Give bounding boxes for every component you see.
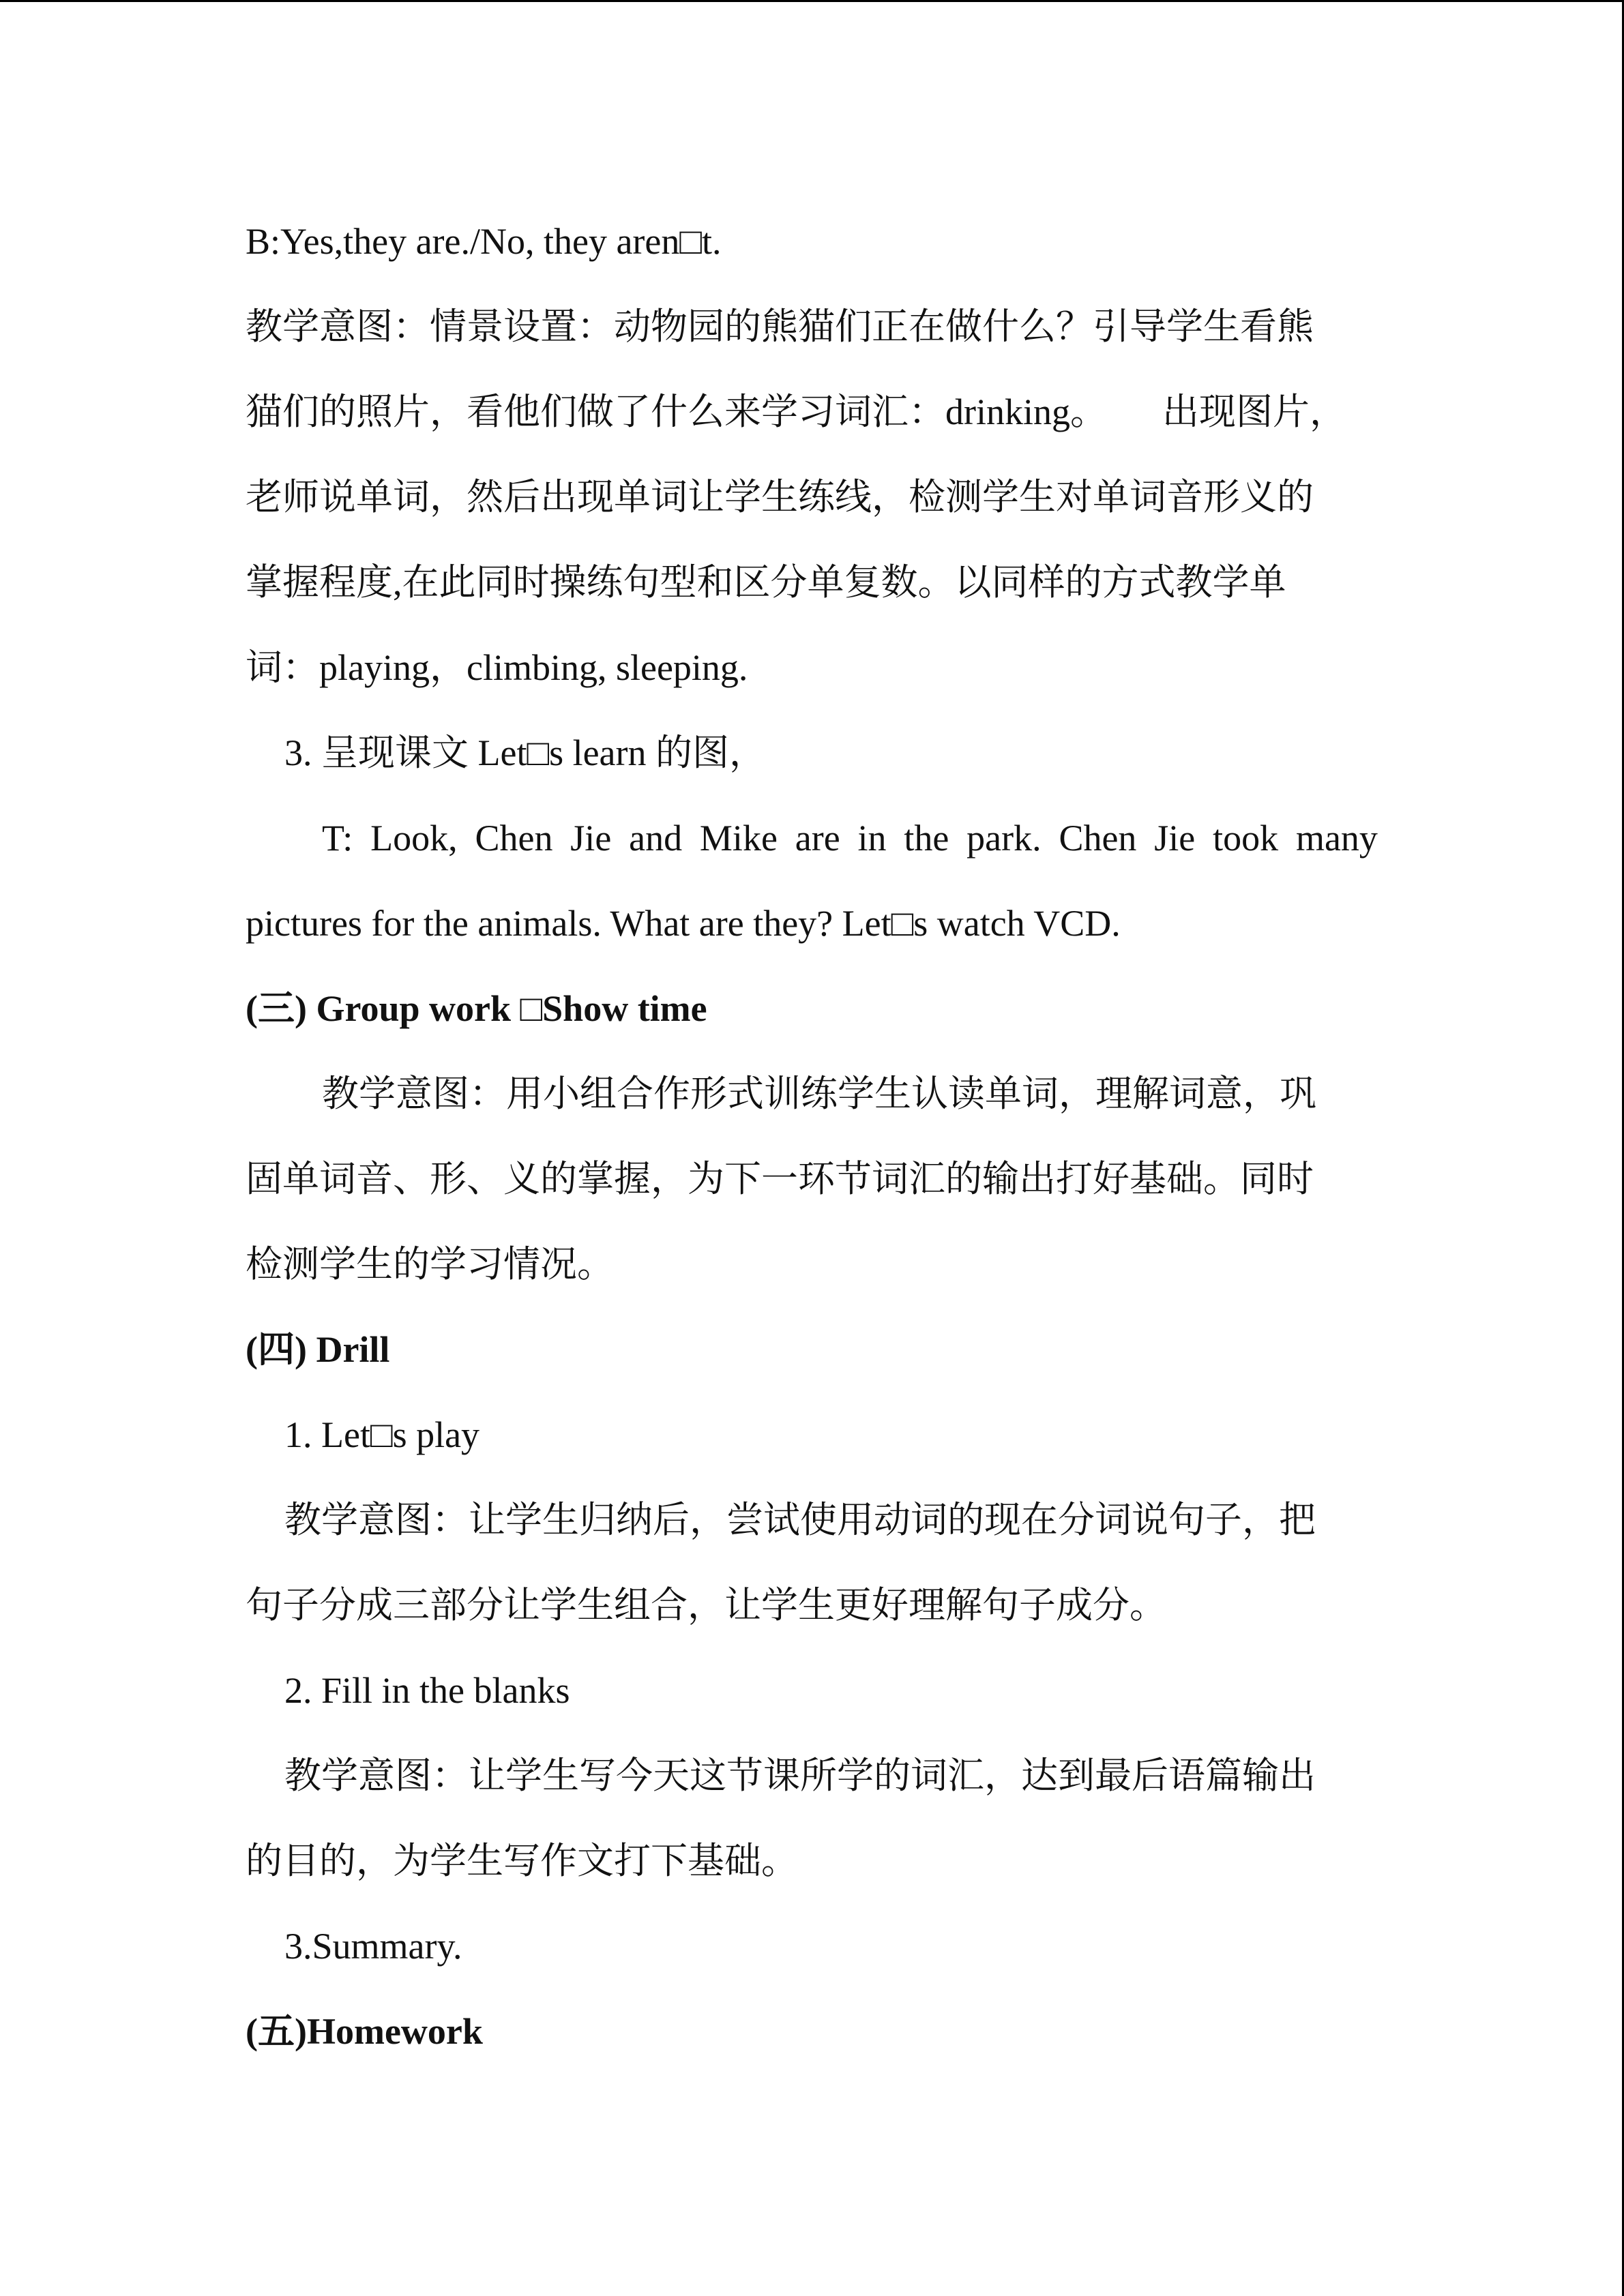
top-border	[0, 0, 1624, 2]
word: many	[1295, 818, 1378, 859]
intent-paragraph-1-line-2: 猫们的照片，看他们做了什么来学习词汇：drinking。 出现图片，	[246, 391, 1346, 432]
word: Look,	[370, 818, 458, 859]
drill-item-1: 1. Let□s play	[284, 1414, 480, 1455]
word: Chen	[475, 818, 553, 859]
intent-paragraph-4-line-2: 的目的，为学生写作文打下基础。	[246, 1840, 798, 1881]
section-5-heading: (五)Homework	[246, 2011, 483, 2052]
word: Mike	[699, 818, 778, 859]
word: Jie	[1154, 818, 1196, 859]
intent-paragraph-2-line-1: 教学意图：用小组合作形式训练学生认读单词，理解词意，巩	[322, 1073, 1316, 1114]
word: the	[904, 818, 949, 859]
document-page	[246, 199, 1378, 2074]
step-3-heading: 3. 呈现课文 Let□s learn 的图，	[284, 732, 767, 773]
intent-paragraph-1-line-1: 教学意图：情景设置：动物园的熊猫们正在做什么？引导学生看熊	[246, 306, 1314, 347]
answer-line: B:Yes,they are./No, they aren□t.	[246, 221, 722, 262]
word: took	[1213, 818, 1279, 859]
intent-paragraph-2-line-2: 固单词音、形、义的掌握，为下一环节词汇的输出打好基础。同时	[246, 1159, 1314, 1199]
word: and	[629, 818, 683, 859]
intent-paragraph-1-line-5: 词：playing，climbing, sleeping.	[246, 647, 748, 688]
teacher-dialogue-line-1	[246, 796, 1378, 881]
drill-item-3: 3.Summary.	[284, 1926, 462, 1967]
intent-paragraph-2-line-3: 检测学生的学习情况。	[246, 1244, 614, 1285]
intent-paragraph-1-line-3: 老师说单词，然后出现单词让学生练线，检测学生对单词音形义的	[246, 477, 1314, 518]
section-3-heading: (三) Group work □Show time	[246, 988, 707, 1029]
word: T:	[322, 818, 353, 859]
teacher-dialogue-line-2: pictures for the animals. What are they? Let□s watch VCD.	[246, 903, 1121, 944]
intent-paragraph-3-line-2: 句子分成三部分让学生组合，让学生更好理解句子成分。	[246, 1585, 1166, 1626]
intent-paragraph-1-line-4: 掌握程度,在此同时操练句型和区分单复数。以同样的方式教学单	[246, 562, 1286, 603]
word: Jie	[570, 818, 612, 859]
section-4-heading: (四) Drill	[246, 1329, 390, 1370]
drill-item-2: 2. Fill in the blanks	[284, 1670, 570, 1711]
intent-paragraph-4-line-1: 教学意图：让学生写今天这节课所学的词汇，达到最后语篇输出	[284, 1755, 1316, 1796]
word: park.	[966, 818, 1042, 859]
intent-paragraph-3-line-1: 教学意图：让学生归纳后，尝试使用动词的现在分词说句子，把	[284, 1500, 1316, 1540]
word: in	[857, 818, 887, 859]
word: Chen	[1059, 818, 1137, 859]
word: are	[795, 818, 840, 859]
